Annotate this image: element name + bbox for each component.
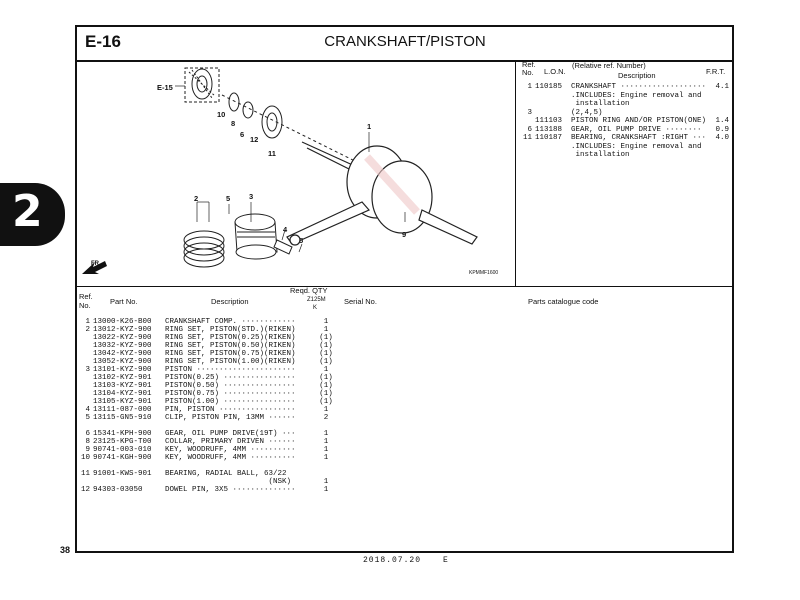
qty-cell: (1) xyxy=(319,358,333,366)
ref-cell: 11 xyxy=(522,134,532,142)
callout-3: 3 xyxy=(249,192,254,201)
frt-cell xyxy=(711,92,732,101)
parts-table-row xyxy=(80,406,340,414)
ref-table-row xyxy=(520,117,732,126)
model-sub-header: K xyxy=(313,305,318,311)
description-cell: KEY, WOODRUFF, 4MM ·········· xyxy=(165,446,296,454)
lon-cell: 110185 xyxy=(535,83,563,91)
description-cell: PISTON(0.50) ················ xyxy=(165,382,296,390)
lon-cell: 111103 xyxy=(535,117,563,125)
part-no-cell: 23125-KPG-T00 xyxy=(93,438,152,446)
parts-table-row xyxy=(80,438,340,446)
description-header: Description xyxy=(211,297,249,306)
crankshaft-drawing xyxy=(287,142,477,245)
table-divider xyxy=(75,286,734,287)
ref-cell xyxy=(80,358,90,366)
part-no-cell: 13042-KYZ-900 xyxy=(93,350,152,358)
ref-cell: 11 xyxy=(80,470,90,478)
parts-table-row xyxy=(80,366,340,374)
frt-cell xyxy=(711,151,732,160)
model-header: Z125M xyxy=(307,297,326,303)
oil-pump-gear-drawing xyxy=(185,68,219,102)
row-spacer xyxy=(80,462,340,470)
part-no-cell: 91001-KWS-901 xyxy=(93,470,152,478)
frt-cell: 4.0 xyxy=(715,134,729,142)
frt-header: F.R.T. xyxy=(706,67,726,76)
ref-cell: 1 xyxy=(527,83,532,91)
qty-cell: 1 xyxy=(323,318,329,326)
qty-cell: (1) xyxy=(319,382,333,390)
part-no-cell: 13104-KYZ-901 xyxy=(93,390,152,398)
qty-cell: (1) xyxy=(319,342,333,350)
chapter-tab-number: 2 xyxy=(12,186,43,237)
callout-6: 6 xyxy=(240,130,245,139)
ref-table-row xyxy=(520,109,732,118)
description-cell: PISTON(0.25) ················ xyxy=(165,374,296,382)
serial-no-header: Serial No. xyxy=(344,297,377,306)
qty-cell: 1 xyxy=(323,326,329,334)
ref-cell: 12 xyxy=(80,486,90,494)
bearing-drawing xyxy=(262,106,282,138)
description-cell: PISTON ······················ xyxy=(165,366,296,374)
parts-table-row xyxy=(80,478,340,486)
description-cell: RING SET, PISTON(STD.)(RIKEN) xyxy=(165,326,296,334)
lon-cell xyxy=(532,100,567,109)
ref-cell xyxy=(80,342,90,350)
qty-cell: 1 xyxy=(323,454,329,462)
part-no-cell: 15341-KPH-900 xyxy=(93,430,152,438)
ref-cell: 3 xyxy=(527,108,532,117)
callout-4: 4 xyxy=(283,225,288,234)
reqd-qty-header: Reqd. QTY xyxy=(290,286,328,295)
part-no-cell: 13000-K26-B00 xyxy=(93,318,152,326)
ref-cell xyxy=(80,478,90,486)
ref-cell: 6 xyxy=(85,430,90,438)
part-no-cell: 13101-KYZ-900 xyxy=(93,366,152,374)
part-no-header: Part No. xyxy=(110,297,138,306)
parts-table-row xyxy=(80,414,340,422)
part-no-cell: 13102-KYZ-901 xyxy=(93,374,152,382)
part-no-cell xyxy=(90,478,165,486)
description-cell: PISTON(1.00) ················ xyxy=(165,398,296,406)
part-no-cell: 13115-GN5-910 xyxy=(93,414,152,422)
desc-cell: .INCLUDES: Engine removal and xyxy=(571,91,702,100)
description-cell: RING SET, PISTON(0.25)(RIKEN) xyxy=(165,334,296,342)
frt-cell: 4.1 xyxy=(715,83,729,91)
ref-table-row xyxy=(520,92,732,101)
exploded-diagram xyxy=(77,62,514,285)
ref-cell: 2 xyxy=(85,326,90,334)
parts-table-row xyxy=(80,454,340,462)
desc-header: Description xyxy=(618,71,656,80)
callout-5a: 5 xyxy=(226,194,231,203)
qty-cell: 2 xyxy=(323,414,329,422)
parts-table-row xyxy=(80,470,340,478)
parts-table-row xyxy=(80,334,340,342)
qty-cell: (1) xyxy=(319,390,333,398)
callout-8: 8 xyxy=(231,119,236,128)
parts-table-row xyxy=(80,398,340,406)
key-drawing xyxy=(243,102,253,118)
page-number: 38 xyxy=(60,545,71,555)
description-cell: DOWEL PIN, 3X5 ·············· xyxy=(165,486,296,494)
qty-cell: (1) xyxy=(319,398,333,406)
ref-cell xyxy=(80,398,90,406)
desc-cell: BEARING, CRANKSHAFT :RIGHT ··· xyxy=(571,134,707,142)
qty-cell: 1 xyxy=(323,478,329,486)
catalogue-code-header: Parts catalogue code xyxy=(528,297,599,306)
ref-cell xyxy=(520,117,532,126)
parts-table-row xyxy=(80,374,340,382)
ref-table-row xyxy=(520,126,732,135)
qty-cell: 1 xyxy=(323,446,329,454)
parts-table-row xyxy=(80,382,340,390)
collar-drawing xyxy=(229,93,239,111)
qty-cell: 1 xyxy=(323,486,329,494)
lon-cell xyxy=(532,151,567,160)
parts-table-row xyxy=(80,318,340,326)
ref-cell xyxy=(80,334,90,342)
parts-table-row xyxy=(80,342,340,350)
row-spacer xyxy=(80,422,340,430)
diagram-code: KPMMF1600 xyxy=(469,270,499,276)
page-title: CRANKSHAFT/PISTON xyxy=(324,33,486,50)
piston-drawing xyxy=(235,214,277,259)
description-cell: BEARING, RADIAL BALL, 63/22 xyxy=(165,470,287,478)
diagram-divider xyxy=(515,60,516,287)
part-no-cell: 13012-KYZ-900 xyxy=(93,326,152,334)
qty-cell: 1 xyxy=(323,366,329,374)
description-cell: RING SET, PISTON(0.50)(RIKEN) xyxy=(165,342,296,350)
description-cell: (NSK) xyxy=(165,478,292,486)
parts-table-body xyxy=(80,318,340,494)
lon-cell xyxy=(532,143,567,152)
desc-cell: GEAR, OIL PUMP DRIVE ········ xyxy=(571,125,702,134)
desc-cell: .INCLUDES: Engine removal and xyxy=(571,142,702,151)
ref-cell: 3 xyxy=(85,366,90,374)
callout-5b: 5 xyxy=(299,236,304,245)
parts-table-row xyxy=(80,390,340,398)
qty-cell: 1 xyxy=(323,430,329,438)
parts-table-row xyxy=(80,446,340,454)
description-cell: GEAR, OIL PUMP DRIVE(19T) ··· xyxy=(165,430,296,438)
desc-cell: CRANKSHAFT ··················· xyxy=(571,83,707,91)
frt-cell: 1.4 xyxy=(715,117,729,125)
part-no-cell: 13103-KYZ-901 xyxy=(93,382,152,390)
lon-cell: 113188 xyxy=(535,125,563,134)
footer-edition: E xyxy=(443,556,448,565)
fr-label: FR. xyxy=(91,261,101,267)
ref-table-row xyxy=(520,151,732,160)
qty-cell: (1) xyxy=(319,374,333,382)
ref-cell xyxy=(520,143,532,152)
ref-cell: 6 xyxy=(527,125,532,134)
description-cell: PISTON(0.75) ················ xyxy=(165,390,296,398)
parts-table-row xyxy=(80,326,340,334)
part-no-cell: 13022-KYZ-900 xyxy=(93,334,152,342)
qty-cell: (1) xyxy=(319,350,333,358)
ref-cell: 8 xyxy=(85,438,90,446)
ref-table-row xyxy=(520,100,732,109)
qty-cell: 1 xyxy=(323,438,329,446)
ref-table-row xyxy=(520,134,732,143)
callout-e15: E-15 xyxy=(157,83,173,92)
parts-table-row xyxy=(80,350,340,358)
lon-cell: 110187 xyxy=(535,134,563,142)
ref-no-header: Ref. No. xyxy=(522,60,536,77)
callout-12: 12 xyxy=(250,135,259,144)
ref-cell: 5 xyxy=(85,414,90,422)
parts-table-row xyxy=(80,358,340,366)
callout-2: 2 xyxy=(194,194,199,203)
ref-cell: 9 xyxy=(85,446,90,454)
part-no-cell: 13052-KYZ-900 xyxy=(93,358,152,366)
lon-header: L.O.N. xyxy=(544,67,566,76)
ref-table-row xyxy=(520,143,732,152)
description-cell: PIN, PISTON ················· xyxy=(165,406,296,414)
frt-cell xyxy=(711,143,732,152)
part-no-cell: 13105-KYZ-901 xyxy=(93,398,152,406)
part-no-cell: 13111-087-000 xyxy=(93,406,152,414)
ref-table-body xyxy=(520,83,732,160)
parts-ref-no-header: Ref. No. xyxy=(79,292,93,310)
ref-cell xyxy=(520,92,532,101)
ref-cell xyxy=(520,100,532,109)
ref-cell: 1 xyxy=(85,318,90,326)
qty-cell xyxy=(315,470,337,478)
desc-cell: PISTON RING AND/OR PISTON(ONE) xyxy=(571,117,707,125)
piston-rings-drawing xyxy=(184,231,224,267)
desc-cell: installation xyxy=(571,100,630,108)
frt-cell: 0.9 xyxy=(715,125,729,134)
ref-cell xyxy=(80,350,90,358)
part-no-cell: 13032-KYZ-900 xyxy=(93,342,152,350)
desc-cell: (2,4,5) xyxy=(571,108,603,117)
footer-date: 2018.07.20 xyxy=(363,556,422,565)
desc-cell: installation xyxy=(571,151,630,159)
ref-cell xyxy=(80,374,90,382)
part-no-cell: 90741-KGH-900 xyxy=(93,454,152,462)
ref-cell: 10 xyxy=(80,454,90,462)
description-cell: KEY, WOODRUFF, 4MM ·········· xyxy=(165,454,296,462)
desc-note-header: (Relative ref. Number) xyxy=(572,61,646,70)
ref-table-row xyxy=(520,83,732,92)
ref-cell: 4 xyxy=(85,406,90,414)
ref-cell xyxy=(80,382,90,390)
callout-1: 1 xyxy=(367,122,372,131)
parts-table-row xyxy=(80,430,340,438)
callout-10: 10 xyxy=(217,110,226,119)
parts-table-row xyxy=(80,486,340,494)
description-cell: CLIP, PISTON PIN, 13MM ······ xyxy=(165,414,296,422)
callout-9: 9 xyxy=(402,230,407,239)
parts-table-header xyxy=(78,286,728,315)
description-cell: CRANKSHAFT COMP. ············ xyxy=(165,318,296,326)
lon-cell xyxy=(532,92,567,101)
part-no-cell: 94303-03050 xyxy=(93,486,143,494)
ref-cell xyxy=(520,151,532,160)
callout-11: 11 xyxy=(268,149,276,158)
frt-cell xyxy=(711,109,732,118)
frt-cell xyxy=(711,100,732,109)
qty-cell: 1 xyxy=(323,406,329,414)
lon-cell xyxy=(532,109,567,118)
qty-cell: (1) xyxy=(319,334,333,342)
section-code: E-16 xyxy=(85,32,121,51)
description-cell: RING SET, PISTON(0.75)(RIKEN) xyxy=(165,350,296,358)
description-cell: RING SET, PISTON(1.00)(RIKEN) xyxy=(165,358,296,366)
part-no-cell: 90741-003-010 xyxy=(93,446,152,454)
ref-cell xyxy=(80,390,90,398)
description-cell: COLLAR, PRIMARY DRIVEN ······ xyxy=(165,438,296,446)
